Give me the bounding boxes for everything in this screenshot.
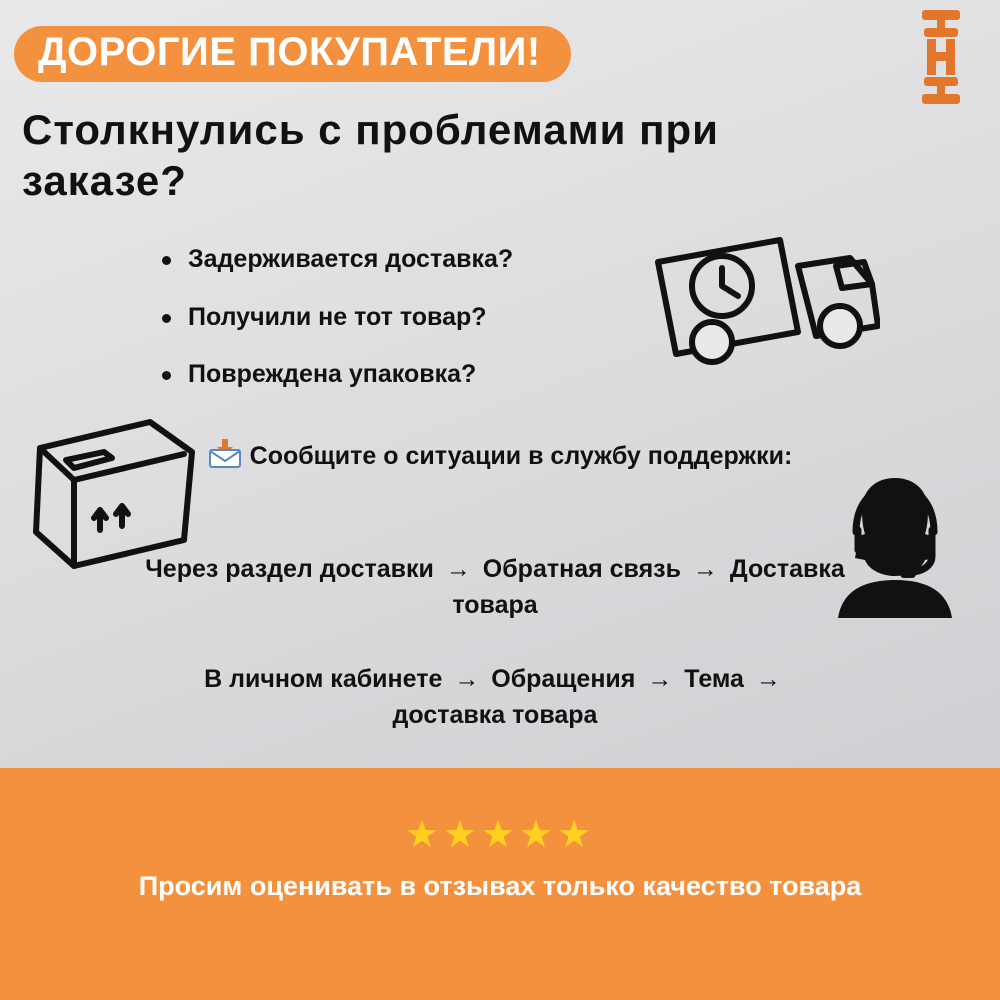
cardboard-box-icon: [30, 414, 200, 574]
list-item: Получили не тот товар?: [188, 304, 513, 332]
delivery-truck-icon: [650, 222, 880, 382]
arrow-right-icon: →: [445, 555, 471, 583]
brand-logo-icon: [910, 8, 972, 104]
path-step: доставка товара: [392, 700, 598, 729]
header-badge: [14, 26, 571, 82]
arrow-right-icon: →: [692, 555, 718, 583]
list-item: Повреждена упаковка?: [188, 361, 513, 389]
arrow-right-icon: →: [755, 665, 781, 693]
path-step: Доставка товара: [452, 555, 845, 619]
path-step: Обратная связь: [482, 555, 681, 583]
arrow-right-icon: →: [647, 665, 673, 693]
page-title: Столкнулись с проблемами при заказе?: [22, 106, 719, 205]
path-step: Через раздел доставки: [145, 555, 434, 583]
list-item: Задерживается доставка?: [188, 245, 514, 273]
support-call-to-action-text: Сообщите о ситуации в службу поддержки:: [249, 442, 793, 470]
path-step: Обращения: [491, 665, 636, 693]
header-badge-label: ДОРОГИЕ ПОКУПАТЕЛИ!: [38, 30, 541, 74]
problem-list: [160, 246, 513, 419]
footer-message: Просим оценивать в отзывах только качество товара: [138, 871, 862, 901]
arrow-right-icon: →: [454, 665, 480, 693]
path-step: Тема: [684, 665, 744, 693]
rating-stars: ★★★★★: [404, 814, 596, 856]
footer-banner: [0, 768, 1000, 1000]
support-path-account: [145, 662, 845, 733]
support-path-delivery: [145, 552, 845, 623]
path-step: В личном кабинете: [204, 665, 443, 693]
support-call-to-action: [200, 438, 800, 477]
envelope-icon: [208, 438, 242, 477]
